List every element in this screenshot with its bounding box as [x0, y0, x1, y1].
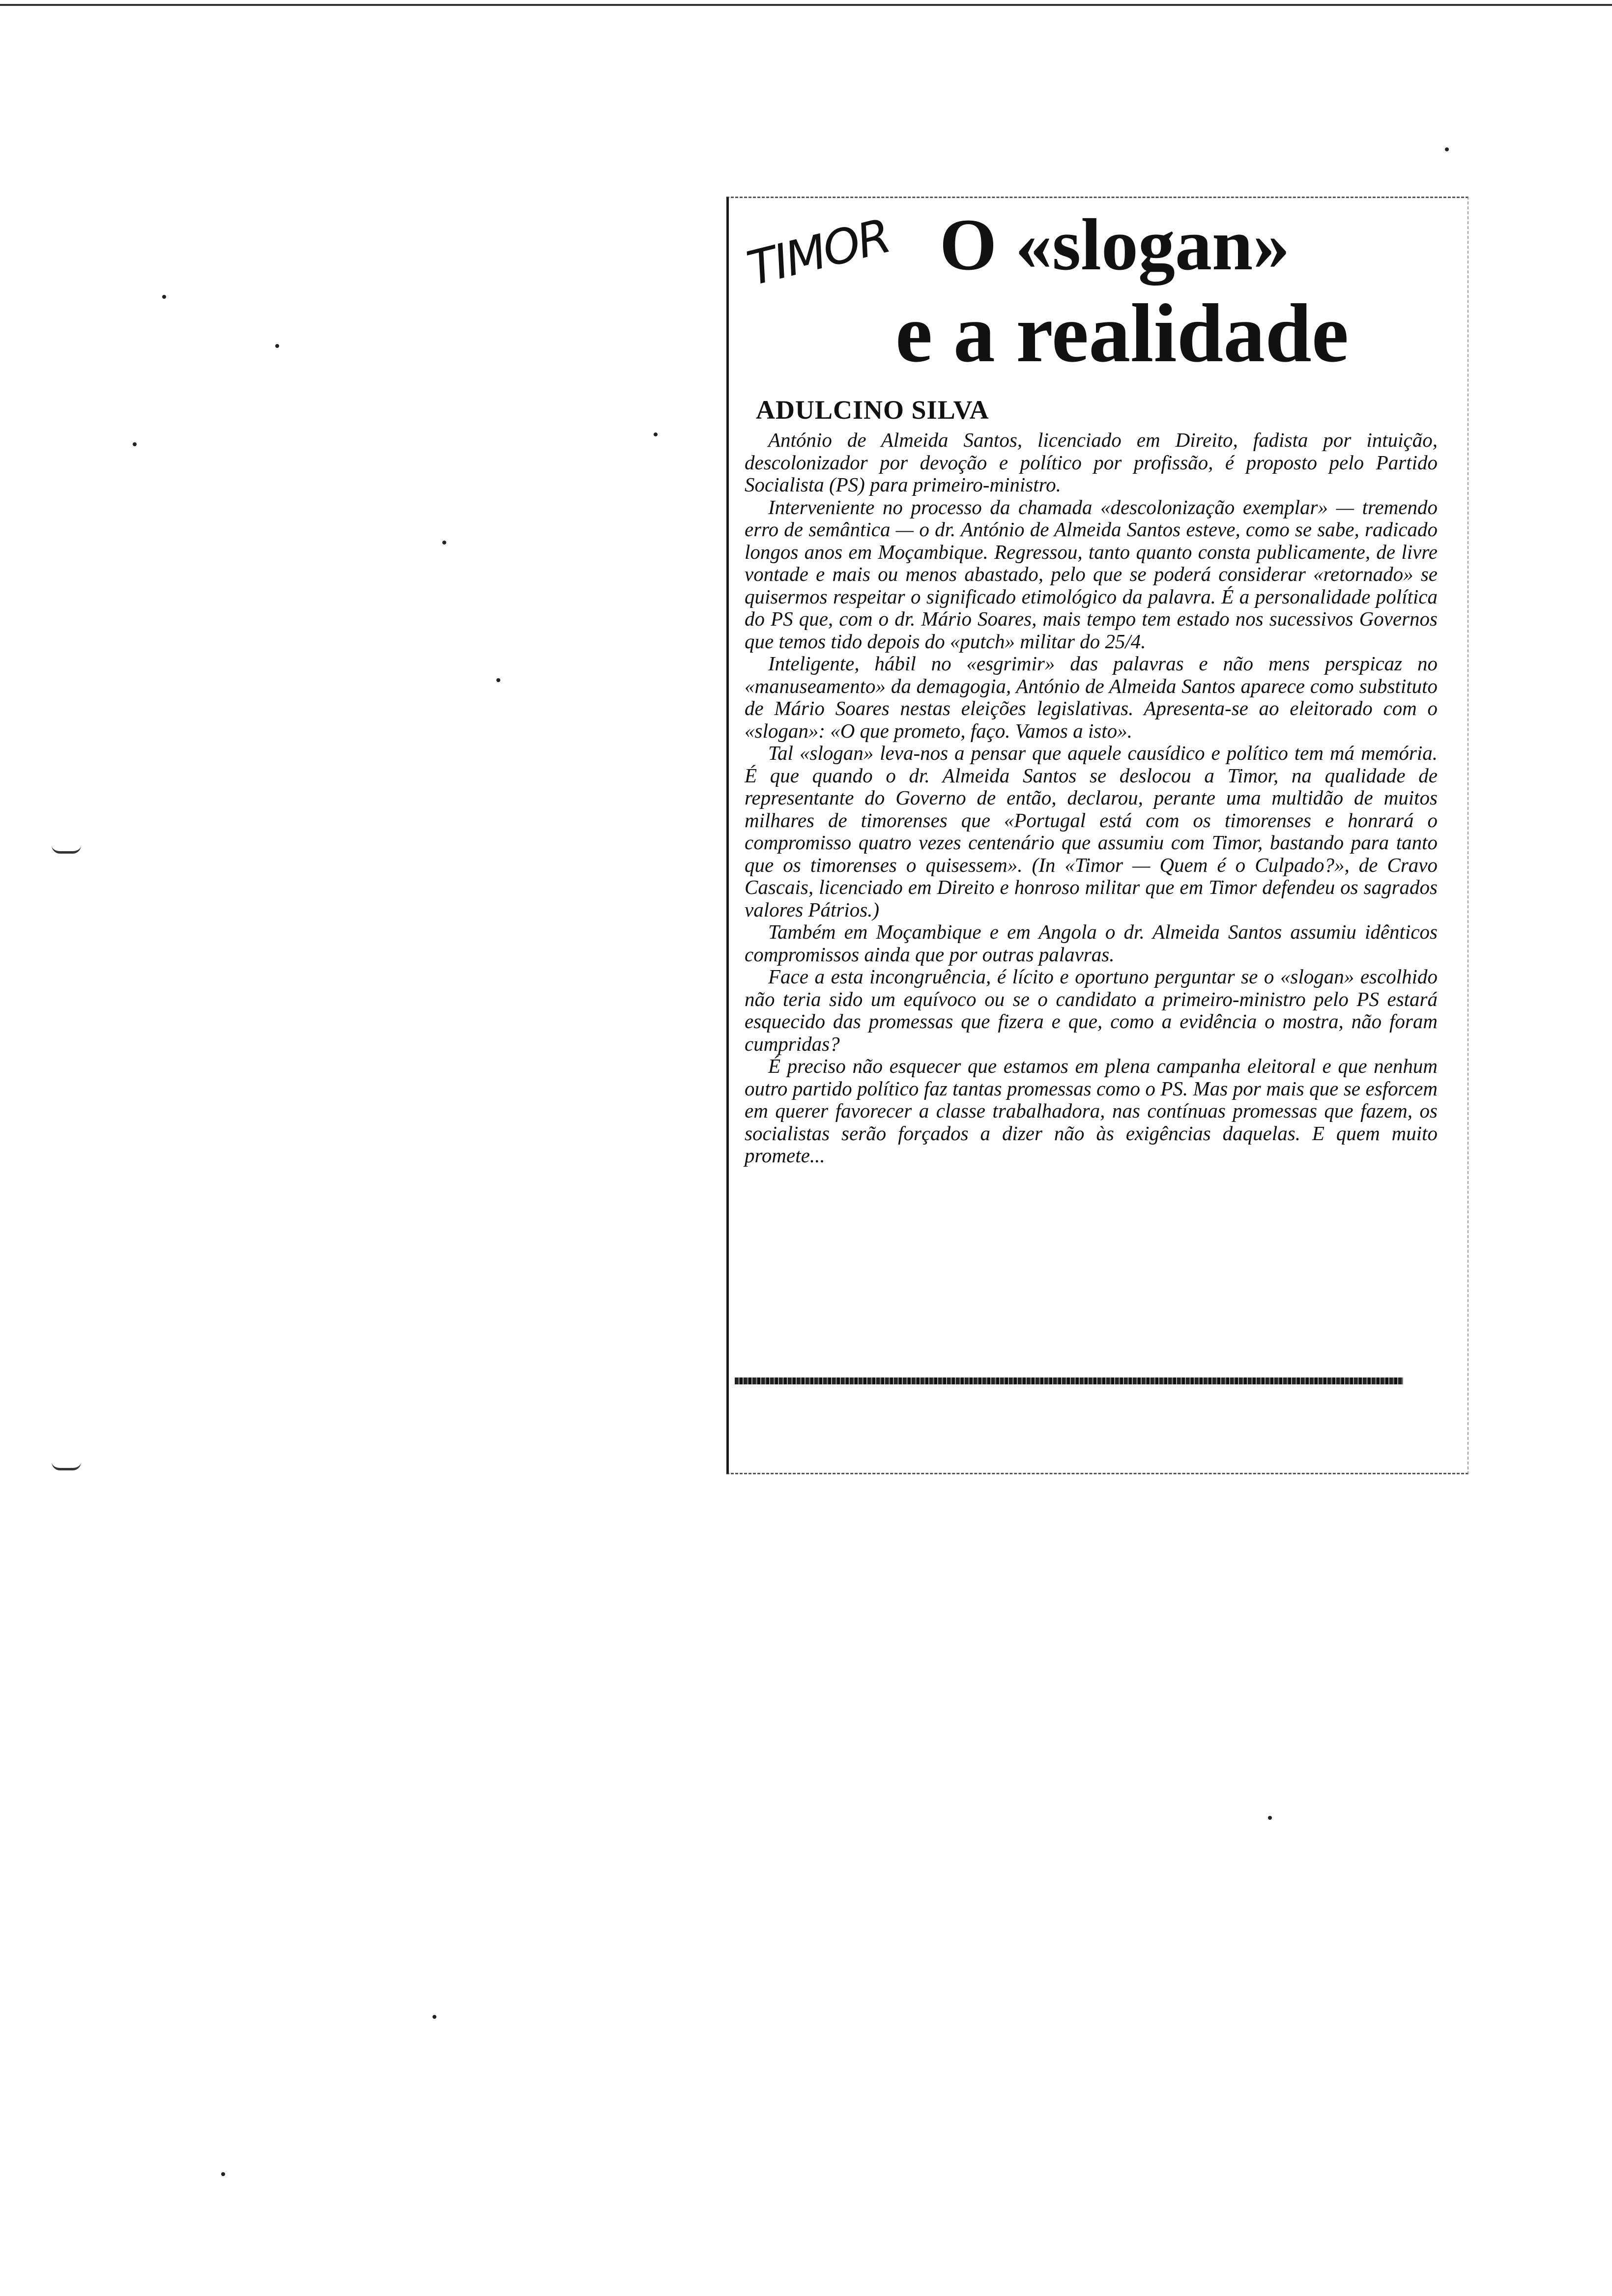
scan-speck: [1445, 147, 1449, 151]
scan-speck: [133, 442, 137, 446]
article-paragraph: Tal «slogan» leva-nos a pensar que aquele causídico e político tem má memória. É que quando o dr. Almeida Santos se deslocou a Timor, na qualidade de representante do Governo de então, declarou, perante uma multidão de muitos milhares de timorenses que «Portugal está com os timorenses e honrará o compromisso quatro vezes centenário que assumiu com Timor, bastando para tanto que os timorenses o quisessem». (In «Timor — Quem é o Culpado?», de Cravo Cascais, licenciado em Direito e honroso militar que em Timor defendeu os sagrados valores Pátrios.): [745, 742, 1438, 921]
newspaper-clipping: [726, 197, 1468, 1474]
scan-speck: [275, 344, 279, 348]
scan-speck: [432, 2015, 436, 2019]
handwritten-annotation: TIMOR: [742, 208, 894, 297]
decorative-rule: [735, 1378, 1403, 1384]
article-headline: [729, 204, 1456, 379]
scan-speck: [654, 432, 658, 436]
headline-line-2: e a realidade: [895, 287, 1349, 379]
article-body: [745, 429, 1438, 1167]
article-paragraph: Interveniente no processo da chamada «descolonização exemplar» — tremendo erro de semântica — o dr. António de Almeida Santos esteve, como se sabe, radicado longos anos em Moçambique. Regressou, tanto quanto consta publicamente, de livre vontade e mais ou menos abastado, pelo que se poderá considerar «retornado» se quisermos respeitar o significado etimológico da palavra. É a personalidade política do PS que, com o dr. Mário Soares, mais tempo tem estado nos sucessivos Governos que temos tido depois do «putch» militar do 25/4.: [745, 495, 1438, 653]
scan-speck: [1268, 1816, 1272, 1820]
scan-edge-line: [0, 4, 1612, 6]
scan-speck: [221, 2172, 225, 2176]
article-paragraph: António de Almeida Santos, licenciado em Direito, fadista por intuição, descolonizador por devoção e político por profissão, é proposto pelo Partido Socialista (PS) para primeiro-ministro.: [745, 429, 1438, 496]
scan-speck: [496, 678, 500, 682]
scan-speck: [162, 295, 166, 299]
article-paragraph: É preciso não esquecer que estamos em plena campanha eleitoral e que nenhum outro partido político faz tantas promessas como o PS. Mas por mais que se esforcem em querer favorecer a classe trabalhadora, nas contínuas promessas que fazem, os socialistas serão forçados a dizer não às exigências daquelas. E quem muito promete...: [745, 1055, 1438, 1167]
article-paragraph: Face a esta incongruência, é lícito e oportuno perguntar se o «slogan» escolhido não teria sido um equívoco ou se o candidato a primeiro-ministro pelo PS estará esquecido das promessas que fizera e que, como a evidência o mostra, não foram cumpridas?: [745, 965, 1438, 1055]
article-paragraph: Também em Moçambique e em Angola o dr. Almeida Santos assumiu idênticos compromissos ainda que por outras palavras.: [745, 920, 1438, 966]
article-paragraph: Inteligente, hábil no «esgrimir» das palavras e não mens perspicaz no «manuseamento» da demagogia, António de Almeida Santos aparece como substituto de Mário Soares nestas eleições legislativas. Apresenta-se ao eleitorado com o «slogan»: «O que prometo, faço. Vamos a isto».: [745, 652, 1438, 742]
headline-line-1: O «slogan»: [939, 204, 1290, 286]
scan-mark: [52, 845, 81, 854]
scan-mark: [52, 1462, 81, 1470]
article-byline: ADULCINO SILVA: [756, 395, 989, 425]
scan-speck: [442, 541, 446, 545]
